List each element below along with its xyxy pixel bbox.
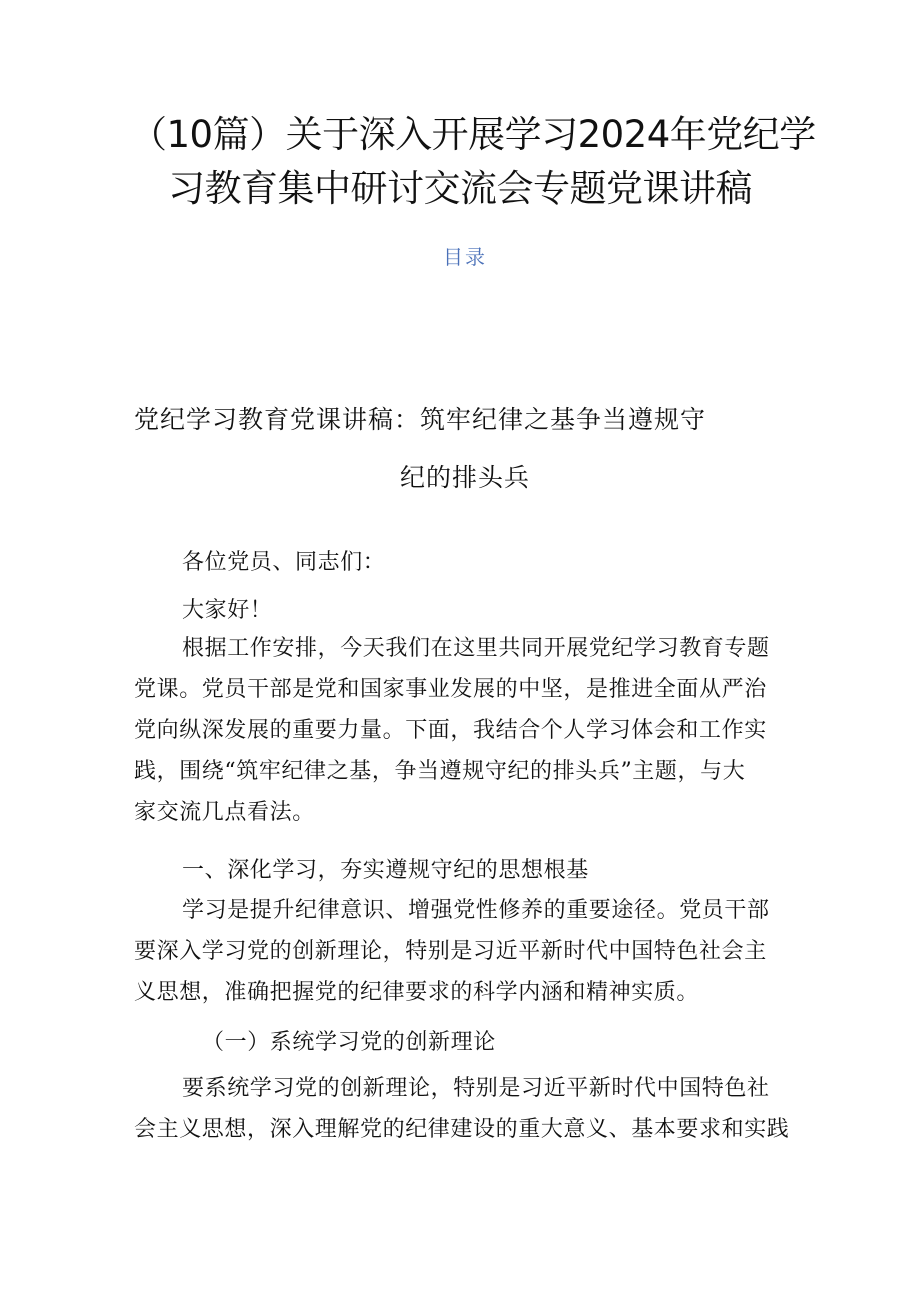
intro-line: 根据工作安排，今天我们在这里共同开展党纪学习教育专题 [182, 636, 770, 661]
intro-line: 践，围绕“筑牢纪律之基，争当遵规守纪的排头兵”主题，与大 [134, 759, 746, 784]
section-title-line-1: 党纪学习教育党课讲稿：筑牢纪律之基争当遵规守 [134, 405, 707, 434]
paragraph-2 [134, 890, 799, 1013]
hello-text: 大家好！ [182, 598, 273, 623]
document-title-line-1: （10篇）关于深入开展学习2024年党纪学 [130, 113, 816, 156]
paragraph-3 [134, 1068, 799, 1150]
heading-1 [134, 850, 847, 891]
paragraph-2-line: 学习是提升纪律意识、增强党性修养的重要途径。党员干部 [182, 898, 770, 923]
paragraph-2-line: 义思想，准确把握党的纪律要求的科学内涵和精神实质。 [134, 980, 700, 1005]
document-title [130, 108, 816, 216]
subheading-1-text: （一）系统学习党的创新理论 [202, 1030, 496, 1055]
intro-line: 党课。党员干部是党和国家事业发展的中坚，是推进全面从严治 [134, 677, 767, 702]
hello-paragraph [134, 590, 847, 631]
table-of-contents-link[interactable]: 目录 [443, 245, 487, 269]
heading-1-text: 一、深化学习，夯实遵规守纪的思想根基 [182, 858, 589, 883]
paragraph-3-line: 要系统学习党的创新理论，特别是习近平新时代中国特色社 [182, 1076, 770, 1101]
subheading-1 [202, 1022, 867, 1063]
intro-line: 党向纵深发展的重要力量。下面，我结合个人学习体会和工作实 [134, 718, 767, 743]
intro-paragraph [134, 628, 799, 833]
paragraph-3-line: 会主义思想，深入理解党的纪律建设的重大意义、基本要求和实践 [134, 1117, 790, 1142]
section-title-line-2: 纪的排头兵 [399, 463, 530, 492]
document-title-line-2: 习教育集中研讨交流会专题党课讲稿 [168, 167, 752, 210]
greeting-text: 各位党员、同志们： [182, 550, 386, 575]
greeting-paragraph [134, 542, 847, 583]
intro-line: 家交流几点看法。 [134, 800, 315, 825]
paragraph-2-line: 要深入学习党的创新理论，特别是习近平新时代中国特色社会主 [134, 939, 767, 964]
